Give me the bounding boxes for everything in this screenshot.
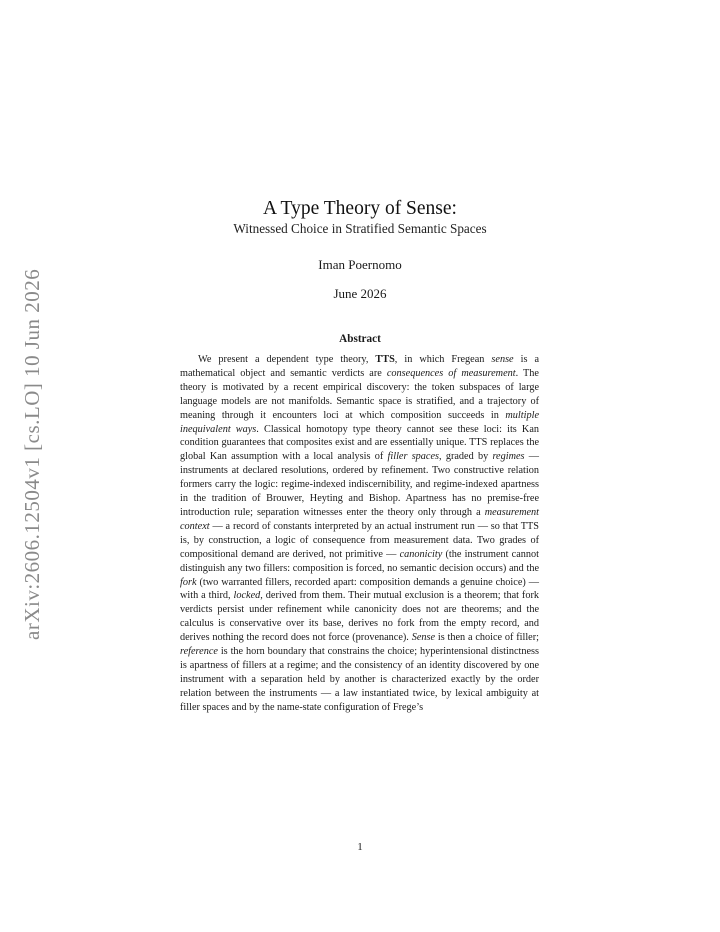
arxiv-identifier-stamp: arXiv:2606.12504v1 [cs.LO] 10 Jun 2026 — [20, 268, 44, 640]
abstract-text: is the horn boundary that constrains the choice; hyperintensional distinctness is apartness of fillers at a regime; and the consistency of an identity discovered by one instrument with a separation held by another is characterized exactly by the order relation between the instruments — a law instantiated twice, by lexical ambiguity at filler spaces and by the name-state configuration of Frege’s — [180, 646, 539, 713]
abstract-italic-term: canonicity — [399, 548, 443, 560]
publication-date: June 2026 — [333, 286, 387, 301]
abstract-text: — instruments at declared resolutions, ordered by refinement. Two constructive relation formers carry the logic: regime-indexed indiscernibility, and regime-indexed apartness in the tradition of Brouwer, Heyting and Bishop. Apartness has no premise-free introduction rule; separation witnesses enter the theory only through a — [180, 451, 539, 518]
abstract-text: . Classical homotopy type theory cannot see these loci: its Kan condition guarantees that composites exist and are essentially unique. TTS replaces the global Kan assumption with a local analysis of — [180, 423, 539, 463]
abstract-italic-term: multiple inequivalent ways — [180, 409, 539, 435]
abstract-italic-term: fork — [180, 576, 197, 588]
abstract-text: , in which Fregean — [394, 354, 492, 365]
abstract-body — [180, 353, 539, 715]
abstract-italic-term: Sense — [411, 632, 436, 644]
abstract-text: (two warranted fillers, recorded apart: composition demands a genuine choice) — with a third, — [180, 576, 539, 602]
abstract-italic-term: consequences of measurement — [386, 367, 516, 379]
abstract-text: , graded by — [439, 451, 493, 463]
abstract-italic-term: regimes — [492, 451, 525, 463]
page-number: 1 — [357, 841, 363, 853]
abstract-text: is then a choice of filler; — [435, 632, 539, 644]
abstract-text: — a record of constants interpreted by an actual instrument run — so that TTS is, by construction, a logic of consequence from measurement data. Two grades of compositional demand are derived, not primitive — — [180, 520, 539, 560]
abstract-text: (the instrument cannot distinguish any two fillers: composition is forced, no semantic decision occurs) and the — [180, 548, 539, 574]
abstract-heading: Abstract — [339, 333, 381, 345]
abstract-text: We present a dependent type theory, — [198, 354, 376, 365]
abstract-italic-term: locked — [233, 590, 261, 602]
abstract-text: , derived from them. Their mutual exclusion is a theorem; that fork verdicts persist under refinement while canonicity does not are theorems; and the calculus is conservative over its base, derives no fork from the empty record, and derives nothing the record does not force (provenance). — [180, 590, 539, 644]
abstract-bold-term: TTS — [375, 354, 395, 365]
abstract-italic-term: measurement context — [180, 506, 539, 532]
abstract-italic-term: reference — [180, 646, 218, 658]
abstract-italic-term: filler spaces — [387, 451, 440, 463]
paper-subtitle: Witnessed Choice in Stratified Semantic Spaces — [233, 221, 487, 236]
paper-title: A Type Theory of Sense: — [263, 198, 457, 219]
abstract-text: . The theory is motivated by a recent empirical discovery: the token subspaces of large language models are not manifolds. Semantic space is stratified, and a trajectory of meaning through it encounters loci at which composition succeeds in — [180, 367, 539, 421]
abstract-text: is a mathematical object and semantic verdicts are — [180, 354, 539, 379]
author-name: Iman Poernomo — [318, 257, 402, 272]
abstract-italic-term: sense — [491, 354, 514, 365]
